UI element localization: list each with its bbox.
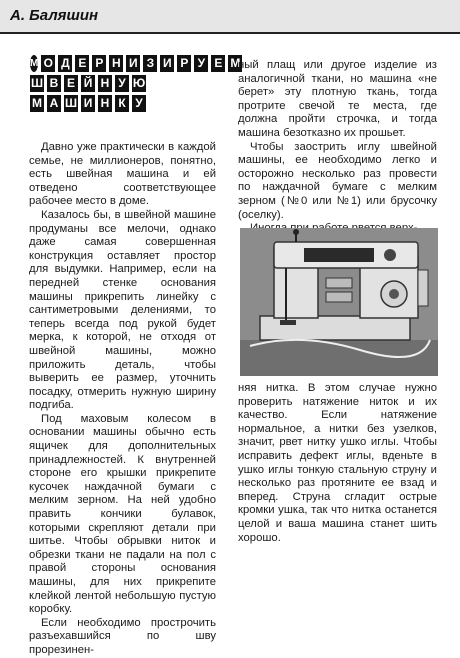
title-letter-tile: Р <box>177 55 191 72</box>
title-letter-tile: Е <box>75 55 89 72</box>
title-letter-tile: В <box>47 75 61 92</box>
paragraph-3: Под маховым колесом в основании машины обычно есть ящичек для дополнительных принадлежностей. К внутренней стороне его крышки прикрепите кусочек наждачной бумаги с мелким зерном. На ней удобно править кончики булавок, которыми скрепляют детали при шитье. Чтобы обрывки ниток и обрезки ткани не падали на пол с правой стороны основания машины, для них прикрепите клейкой лентой небольшую пустую коробку. <box>29 412 216 616</box>
title-letter-tile: Е <box>211 55 225 72</box>
paragraph-5: ный плащ или другое изделие из аналогичной ткани, но машина «не берет» эту плотную ткань, тогда протрите свечой те места, где должна пройти строчка, и тогда машина безотказно их прошьет. <box>238 59 437 139</box>
title-line-2-text <box>30 75 146 92</box>
title-letter-tile: Й <box>81 75 95 92</box>
title-letter-tile: Ш <box>30 76 44 90</box>
title-letter-tile: Д <box>58 55 72 72</box>
paragraph-1: Давно уже практически в каждой семье, не миллионеров, понятно, есть швейная машина и ей отведено соответствующее рабочее место в доме. <box>29 141 216 208</box>
title-letter-tile: Н <box>98 75 112 92</box>
title-letter-tile: М <box>32 96 42 110</box>
article-title <box>30 55 241 115</box>
title-letter-tile: М <box>230 56 241 70</box>
title-letter-tile: Е <box>64 75 78 92</box>
title-logo-letter: М <box>30 55 38 72</box>
title-letter-tile: К <box>115 95 129 112</box>
left-column <box>29 141 216 658</box>
paragraph-2: Казалось бы, в швейной машине продуманы все мелочи, однако даже самая совершенная конструкция оставляет простор для выдумки. Например, если на передней стенке основания машины прикрепить линейку с сантиметровыми делениями, то теперь всегда под рукой будет мерка, к которой, не отходя от швейной машины, можно приложить деталь, чтобы выверить ее размер, уточнить посадку, отмерить нужную ширину подгиба. <box>29 208 216 412</box>
title-letter-tile: И <box>160 55 174 72</box>
title-line-1 <box>30 55 241 72</box>
title-letter-tile: Р <box>92 55 106 72</box>
title-line-2 <box>30 75 215 92</box>
title-letter-tile: У <box>194 55 208 72</box>
sewing-machine-illustration <box>240 228 438 376</box>
title-letter-tile: И <box>126 55 140 72</box>
title-letter-tile: А <box>47 95 61 112</box>
paragraph-4: Если необходимо прострочить разъехавшийся по шву прорезинен- <box>29 616 216 656</box>
right-column-bottom <box>238 382 437 545</box>
title-letter-tile: И <box>81 95 95 112</box>
right-column-top <box>238 59 437 236</box>
title-line-3-text <box>30 95 146 112</box>
title-line-1-text <box>41 55 242 72</box>
title-letter-tile: Ю <box>132 76 146 90</box>
title-letter-tile: О <box>41 55 55 72</box>
title-letter-tile: Н <box>109 55 123 72</box>
title-letter-tile: У <box>115 75 129 92</box>
paragraph-6: Чтобы заострить иглу швейной машины, ее необходимо легко и осторожно несколько раз провести по наждачной бумаге с мелким зерном (№0 или №1) или брусочку (оселку). <box>238 140 437 221</box>
title-line-3 <box>30 95 215 112</box>
title-letter-tile: Н <box>98 95 112 112</box>
title-letter-tile: Ш <box>64 96 78 110</box>
sewing-machine-icon <box>240 228 438 376</box>
page-header <box>0 0 460 34</box>
title-letter-tile: У <box>132 95 146 112</box>
title-letter-tile: З <box>143 55 157 72</box>
author-name: А. Баляшин <box>10 7 99 24</box>
paragraph-8: няя нитка. В этом случае нужно проверить натяжение ниток и их качество. Если натяжение нормальное, а нитки без узелков, значит, рвет нитку ушко иглы. Чтобы исправить дефект иглы, вденьте в ушко иглы тонкую стальную струну и несколько раз протяните ее взад и вперед. Струна сгладит острые кромки ушка, так что нитка останется целой и ваша машина станет шить хорошо. <box>238 382 437 544</box>
